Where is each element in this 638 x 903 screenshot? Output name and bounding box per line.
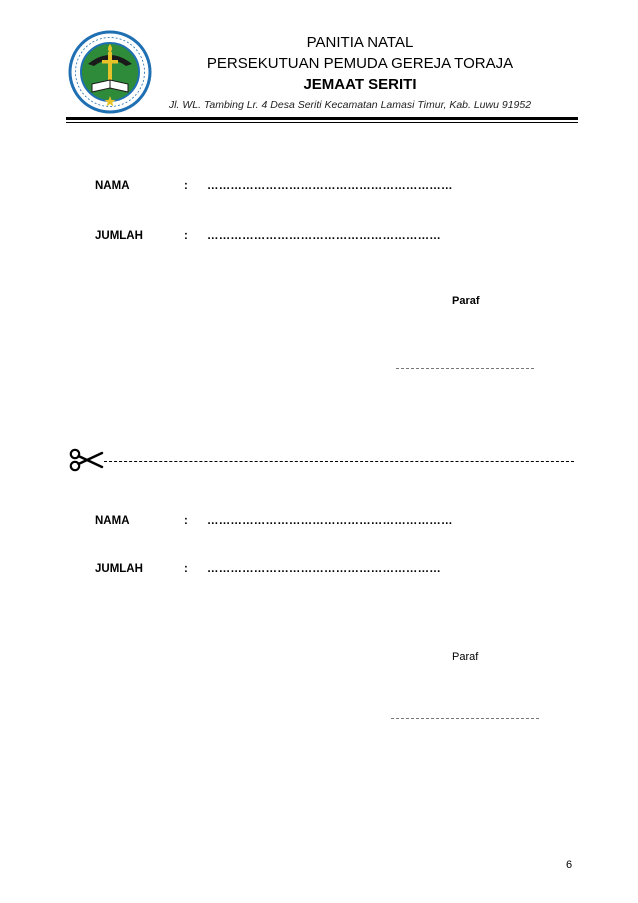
ppgt-logo — [68, 30, 152, 114]
name-colon-top: : — [184, 180, 188, 192]
amount-colon-top: : — [184, 230, 188, 242]
name-colon-bottom: : — [184, 515, 188, 527]
signature-line-top[interactable] — [396, 368, 534, 370]
amount-fill-line-top[interactable]: …………………………………………………… — [207, 230, 441, 242]
name-label-top: NAMA — [95, 180, 130, 192]
congregation-name: JEMAAT SERITI — [303, 76, 417, 93]
amount-colon-bottom: : — [184, 563, 188, 575]
header-divider-thick — [66, 117, 578, 120]
paraf-label-top: Paraf — [452, 295, 480, 307]
scissors-icon — [68, 448, 104, 472]
cut-here-line — [104, 461, 574, 462]
signature-line-bottom[interactable] — [391, 718, 539, 720]
name-label-bottom: NAMA — [95, 515, 130, 527]
ppgt-logo-emblem — [68, 30, 152, 114]
page-number: 6 — [566, 859, 573, 871]
header-divider-thin — [66, 122, 578, 123]
organization-name: PERSEKUTUAN PEMUDA GEREJA TORAJA — [206, 55, 514, 72]
paraf-label-bottom: Paraf — [452, 651, 479, 663]
committee-title: PANITIA NATAL — [306, 34, 414, 51]
name-fill-line-top[interactable]: ……………………………………………………… — [207, 180, 453, 192]
amount-fill-line-bottom[interactable]: …………………………………………………… — [207, 563, 441, 575]
address-line: Jl. WL. Tambing Lr. 4 Desa Seriti Kecamatan Lamasi Timur, Kab. Luwu 91952 — [168, 99, 532, 111]
amount-label-bottom: JUMLAH — [95, 563, 143, 575]
name-fill-line-bottom[interactable]: ……………………………………………………… — [207, 515, 453, 527]
amount-label-top: JUMLAH — [95, 230, 143, 242]
